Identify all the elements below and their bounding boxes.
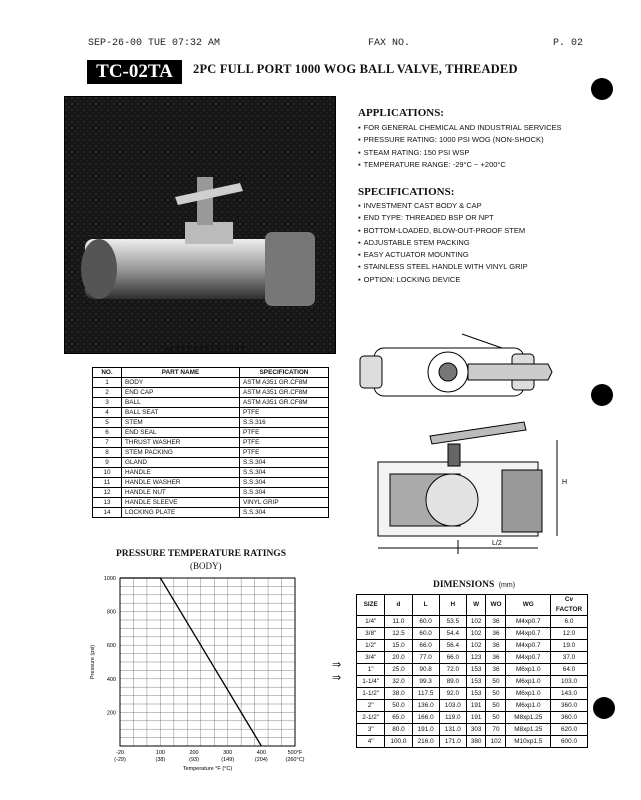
table-cell: 1-1/4": [357, 676, 385, 688]
table-row: [93, 478, 329, 488]
table-cell: 4: [93, 408, 122, 418]
table-row: [93, 498, 329, 508]
table-cell: 53.5: [439, 616, 466, 628]
table-cell: 36: [486, 640, 506, 652]
table-cell: 1/2": [357, 640, 385, 652]
table-cell: 380: [466, 736, 486, 748]
list-item: ▪ BOTTOM-LOADED, BLOW-OUT-PROOF STEM: [358, 225, 528, 237]
table-row: [357, 652, 588, 664]
dimensions-unit: (mm): [498, 582, 516, 589]
table-row: [93, 388, 329, 398]
pressure-temperature-chart: [80, 570, 320, 780]
y-tick-label: 400: [106, 676, 116, 683]
x-tick-label: 200: [189, 750, 199, 756]
column-header: Cv FACTOR: [551, 595, 588, 616]
table-cell: 3: [93, 398, 122, 408]
table-cell: LOCKING PLATE: [122, 508, 240, 518]
table-cell: 36: [486, 652, 506, 664]
table-cell: 56.4: [439, 640, 466, 652]
table-cell: 3/4": [357, 652, 385, 664]
column-header: WO: [486, 595, 506, 616]
table-cell: M4xp0.7: [506, 616, 551, 628]
table-cell: 50: [486, 676, 506, 688]
table-cell: END SEAL: [122, 428, 240, 438]
table-cell: 92.0: [439, 688, 466, 700]
table-cell: 64.0: [551, 664, 588, 676]
table-cell: 123: [466, 652, 486, 664]
applications-list: [358, 122, 562, 171]
table-cell: 171.0: [439, 736, 466, 748]
table-cell: 620.0: [551, 724, 588, 736]
binder-hole-top: [591, 78, 613, 100]
table-row: [357, 628, 588, 640]
list-item: ▪ INVESTMENT CAST BODY & CAP: [358, 200, 528, 212]
dimensions-table: [356, 594, 588, 748]
chart-subtitle: (BODY): [190, 561, 222, 571]
table-cell: 191.0: [412, 724, 439, 736]
table-cell: END CAP: [122, 388, 240, 398]
table-cell: 60.0: [412, 628, 439, 640]
table-cell: 12: [93, 488, 122, 498]
table-cell: 11.0: [385, 616, 412, 628]
table-cell: 166.0: [412, 712, 439, 724]
table-cell: 89.0: [439, 676, 466, 688]
table-row: [93, 458, 329, 468]
table-cell: 37.0: [551, 652, 588, 664]
materials-table-body: [93, 378, 329, 518]
table-row: [93, 378, 329, 388]
table-cell: S.S.304: [240, 488, 329, 498]
table-cell: ASTM A351 GR.CF8M: [240, 378, 329, 388]
table-cell: 2-1/2": [357, 712, 385, 724]
table-cell: HANDLE WASHER: [122, 478, 240, 488]
table-cell: 153: [466, 664, 486, 676]
table-row: [93, 468, 329, 478]
table-cell: 8: [93, 448, 122, 458]
table-cell: 90.8: [412, 664, 439, 676]
x-tick-label: 300: [223, 750, 233, 756]
list-item: ▪ END TYPE: THREADED BSP OR NPT: [358, 212, 528, 224]
table-row: [93, 508, 329, 518]
y-axis-label: Pressure (psi): [90, 644, 96, 680]
table-cell: 102: [466, 628, 486, 640]
table-cell: 60.0: [412, 616, 439, 628]
list-item: ▪ STAINLESS STEEL HANDLE WITH VINYL GRIP: [358, 261, 528, 273]
table-cell: 36: [486, 616, 506, 628]
table-cell: M6xp1.0: [506, 676, 551, 688]
table-cell: M4xp0.7: [506, 628, 551, 640]
table-row: [357, 676, 588, 688]
table-cell: 38.0: [385, 688, 412, 700]
column-header: WG: [506, 595, 551, 616]
table-row: [93, 398, 329, 408]
table-cell: ASTM A351 GR.CF8M: [240, 388, 329, 398]
table-cell: M4xp0.7: [506, 640, 551, 652]
table-cell: 102: [486, 736, 506, 748]
table-cell: 25.0: [385, 664, 412, 676]
column-header: SIZE: [357, 595, 385, 616]
table-cell: 3": [357, 724, 385, 736]
table-cell: 103.0: [439, 700, 466, 712]
table-cell: 80.0: [385, 724, 412, 736]
y-tick-label: 600: [106, 643, 116, 650]
table-cell: M4xp0.7: [506, 652, 551, 664]
table-cell: 14: [93, 508, 122, 518]
table-row: [93, 428, 329, 438]
table-cell: 103.0: [551, 676, 588, 688]
table-row: [357, 724, 588, 736]
table-cell: 11: [93, 478, 122, 488]
y-tick-label: 200: [106, 710, 116, 717]
table-cell: 2": [357, 700, 385, 712]
table-cell: 13: [93, 498, 122, 508]
table-cell: 20.0: [385, 652, 412, 664]
table-cell: 12.5: [385, 628, 412, 640]
table-cell: THRUST WASHER: [122, 438, 240, 448]
table-header-row: [93, 368, 329, 378]
table-cell: BALL: [122, 398, 240, 408]
column-header: H: [439, 595, 466, 616]
applications-title: APPLICATIONS:: [358, 107, 444, 119]
x-tick-label-celsius: (-29): [114, 757, 126, 763]
table-cell: M6xp1.0: [506, 688, 551, 700]
table-row: [357, 664, 588, 676]
table-cell: STEM PACKING: [122, 448, 240, 458]
list-item: ▪ ADJUSTABLE STEM PACKING: [358, 237, 528, 249]
dimensions-title-group: [433, 574, 515, 592]
table-cell: 50: [486, 700, 506, 712]
list-item: ▪ STEAM RATING: 150 PSI WSP: [358, 147, 562, 159]
height-dimension-label: H: [562, 479, 568, 486]
model-badge: TC-02TA: [87, 60, 182, 84]
dimensions-title: DIMENSIONS: [433, 580, 495, 590]
column-header: W: [466, 595, 486, 616]
table-row: [357, 640, 588, 652]
binder-hole-bottom: [593, 697, 615, 719]
table-cell: PTFE: [240, 448, 329, 458]
arrow-marker-icon: ⇒: [332, 659, 342, 671]
table-cell: 117.5: [412, 688, 439, 700]
table-cell: 3/8": [357, 628, 385, 640]
table-cell: ASTM A351 GR.CF8M: [240, 398, 329, 408]
table-row: [93, 418, 329, 428]
table-header-row: [357, 595, 588, 616]
table-cell: 1": [357, 664, 385, 676]
table-cell: 66.0: [439, 652, 466, 664]
table-cell: 303: [466, 724, 486, 736]
table-cell: 131.0: [439, 724, 466, 736]
table-cell: BODY: [122, 378, 240, 388]
list-item: ▪ FOR GENERAL CHEMICAL AND INDUSTRIAL SERVICES: [358, 122, 562, 134]
x-tick-label: 100: [155, 750, 165, 756]
table-cell: 100.0: [385, 736, 412, 748]
fax-page-number: P. 02: [553, 38, 584, 49]
table-cell: 10: [93, 468, 122, 478]
table-cell: 6.0: [551, 616, 588, 628]
table-cell: HANDLE SLEEVE: [122, 498, 240, 508]
table-cell: 153: [466, 688, 486, 700]
table-cell: 1-1/2": [357, 688, 385, 700]
table-cell: 99.3: [412, 676, 439, 688]
table-cell: 102: [466, 640, 486, 652]
table-cell: 6: [93, 428, 122, 438]
table-cell: 7: [93, 438, 122, 448]
fax-date-time: SEP-26-00 TUE 07:32 AM: [88, 38, 221, 49]
table-cell: PTFE: [240, 408, 329, 418]
half-length-dimension-label: L/2: [492, 540, 502, 547]
table-cell: 191: [466, 700, 486, 712]
table-cell: 50.0: [385, 700, 412, 712]
table-row: [357, 700, 588, 712]
table-cell: PTFE: [240, 428, 329, 438]
x-tick-label: -20: [116, 750, 124, 756]
specifications-list: [358, 200, 528, 286]
fax-number-label: FAX NO.: [368, 38, 411, 49]
table-cell: 153: [466, 676, 486, 688]
table-cell: 36: [486, 664, 506, 676]
table-cell: 600.0: [551, 736, 588, 748]
column-header: d: [385, 595, 412, 616]
table-cell: GLAND: [122, 458, 240, 468]
table-cell: 36: [486, 628, 506, 640]
list-item: ▪ PRESSURE RATING: 1000 PSI WOG (NON-SHOCK): [358, 134, 562, 146]
table-cell: HANDLE: [122, 468, 240, 478]
table-cell: S.S.304: [240, 468, 329, 478]
dimensions-table-body: [357, 616, 588, 748]
table-cell: BALL SEAT: [122, 408, 240, 418]
column-header: L: [412, 595, 439, 616]
table-cell: S.S.304: [240, 508, 329, 518]
table-cell: 65.0: [385, 712, 412, 724]
table-cell: M10xp1.5: [506, 736, 551, 748]
list-item: ▪ TEMPERATURE RANGE: -29°C ~ +200°C: [358, 159, 562, 171]
y-tick-label: 1000: [103, 576, 116, 582]
specifications-title: SPECIFICATIONS:: [358, 186, 455, 198]
chart-title: PRESSURE TEMPERATURE RATINGS: [116, 549, 286, 559]
table-cell: STEM: [122, 418, 240, 428]
table-cell: 143.0: [551, 688, 588, 700]
table-cell: 360.0: [551, 700, 588, 712]
x-tick-label-celsius: (93): [189, 757, 199, 763]
chart-grid: [120, 578, 295, 746]
table-cell: 360.0: [551, 712, 588, 724]
table-cell: 2: [93, 388, 122, 398]
table-cell: 119.0: [439, 712, 466, 724]
column-header: PART NAME: [122, 368, 240, 378]
list-item: ▪ OPTION: LOCKING DEVICE: [358, 274, 528, 286]
table-row: [357, 688, 588, 700]
ball-valve-photo: [65, 97, 335, 353]
table-row: [357, 712, 588, 724]
table-cell: 15.0: [385, 640, 412, 652]
table-cell: 12.0: [551, 628, 588, 640]
table-cell: 9: [93, 458, 122, 468]
x-axis-label: Temperature °F (°C): [182, 766, 233, 772]
table-cell: M6xp1.0: [506, 664, 551, 676]
table-row: [93, 488, 329, 498]
x-tick-label-celsius: (38): [155, 757, 166, 763]
table-cell: 66.0: [412, 640, 439, 652]
table-cell: 54.4: [439, 628, 466, 640]
valve-technical-drawing: [352, 312, 584, 557]
table-cell: S.S.316: [240, 418, 329, 428]
table-cell: M8xp1.25: [506, 724, 551, 736]
x-tick-label-celsius: (204): [254, 757, 268, 763]
table-row: [357, 736, 588, 748]
table-cell: M8xp1.25: [506, 712, 551, 724]
table-cell: 136.0: [412, 700, 439, 712]
table-cell: 102: [466, 616, 486, 628]
column-header: NO.: [93, 368, 122, 378]
table-cell: 1/4": [357, 616, 385, 628]
table-row: [93, 438, 329, 448]
table-cell: 77.0: [412, 652, 439, 664]
x-tick-label-celsius: (260°C): [285, 757, 305, 763]
table-row: [357, 616, 588, 628]
table-cell: M6xp1.0: [506, 700, 551, 712]
product-photo: [64, 96, 336, 354]
table-cell: VINYL GRIP: [240, 498, 329, 508]
table-cell: 70: [486, 724, 506, 736]
y-tick-label: 800: [106, 609, 116, 616]
table-cell: 50: [486, 688, 506, 700]
table-cell: S.S.304: [240, 478, 329, 488]
list-item: ▪ EASY ACTUATOR MOUNTING: [358, 249, 528, 261]
column-header: SPECIFICATION: [240, 368, 329, 378]
chart-ticks: [104, 576, 305, 763]
table-cell: 4": [357, 736, 385, 748]
table-cell: 32.0: [385, 676, 412, 688]
table-cell: 191: [466, 712, 486, 724]
arrow-marker-icon: ⇒: [332, 672, 342, 684]
table-cell: 5: [93, 418, 122, 428]
table-row: [93, 408, 329, 418]
table-cell: PTFE: [240, 438, 329, 448]
table-cell: 50: [486, 712, 506, 724]
x-tick-label: 500°F: [287, 750, 303, 756]
materials-table: [92, 367, 329, 518]
table-cell: 216.0: [412, 736, 439, 748]
table-cell: HANDLE NUT: [122, 488, 240, 498]
materials-title: MATERIALS LIST: [165, 346, 246, 356]
product-headline: 2PC FULL PORT 1000 WOG BALL VALVE, THREADED: [193, 62, 518, 76]
x-tick-label-celsius: (149): [221, 757, 235, 763]
table-cell: 72.0: [439, 664, 466, 676]
table-row: [93, 448, 329, 458]
x-tick-label: 400: [256, 750, 266, 756]
table-cell: 1: [93, 378, 122, 388]
table-cell: S.S.304: [240, 458, 329, 468]
table-cell: 19.0: [551, 640, 588, 652]
binder-hole-middle: [591, 384, 613, 406]
